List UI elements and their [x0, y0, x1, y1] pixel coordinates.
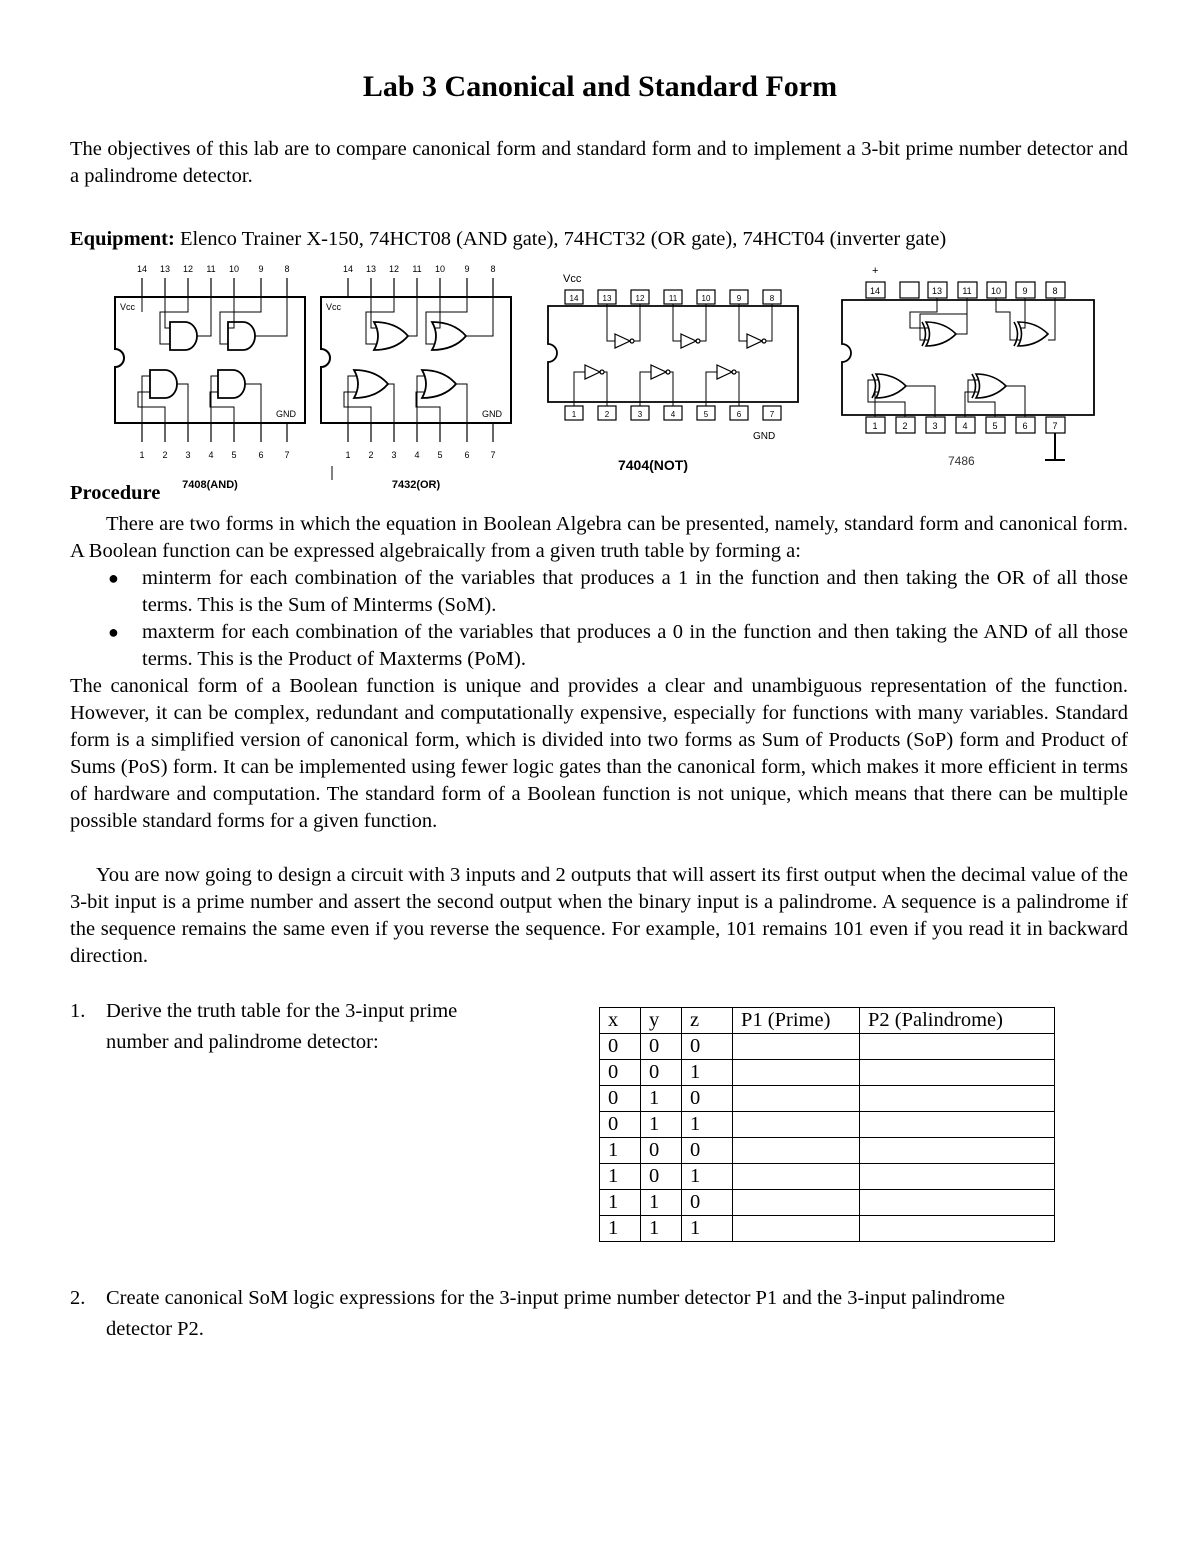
or-top-pin-label: 13	[365, 264, 377, 274]
truth-table	[599, 1007, 1055, 1242]
bullet-item	[70, 619, 1128, 673]
bullet-icon: ●	[108, 568, 119, 588]
not-bottom-pin-label: 5	[703, 410, 709, 419]
not-vcc-label: Vcc	[563, 273, 582, 285]
table-cell	[860, 1216, 1055, 1242]
table-row	[600, 1112, 1055, 1138]
not-chip-caption: 7404(NOT)	[617, 457, 689, 473]
table-cell: 0	[600, 1034, 641, 1060]
not-top-pin-label: 14	[569, 294, 579, 303]
or-top-pin-label: 10	[434, 264, 446, 274]
table-cell: 1	[600, 1216, 641, 1242]
table-cell	[860, 1190, 1055, 1216]
table-cell: 0	[682, 1190, 733, 1216]
table-cell	[733, 1060, 860, 1086]
xor-top-pin-label: 11	[962, 286, 972, 296]
table-cell	[860, 1086, 1055, 1112]
not-bottom-pin-label: 4	[670, 410, 676, 419]
not-bottom-pin-label: 6	[736, 410, 742, 419]
or-bottom-pin-label: 4	[414, 450, 420, 460]
and-top-pin-label: 9	[258, 264, 264, 274]
xor-bottom-pin-label: 7	[1052, 421, 1058, 431]
equipment-label: Equipment:	[70, 228, 175, 250]
table-cell: 0	[682, 1086, 733, 1112]
xor-top-pin-label: 10	[990, 286, 1002, 296]
or-bottom-pin-label: 3	[391, 450, 397, 460]
table-cell	[860, 1112, 1055, 1138]
table-cell: 1	[682, 1216, 733, 1242]
or-bottom-pin-label: 5	[437, 450, 443, 460]
procedure-heading: Procedure	[70, 482, 161, 504]
not-top-pin-label: 9	[736, 294, 742, 303]
and-chip-caption: 7408(AND)	[182, 479, 238, 491]
table-header-cell: z	[682, 1008, 733, 1034]
or-chip-caption: 7432(OR)	[391, 479, 441, 491]
table-header-row	[600, 1008, 1055, 1034]
and-bottom-pin-label: 3	[185, 450, 191, 460]
not-bottom-pin-label: 7	[769, 410, 775, 419]
table-cell: 0	[600, 1086, 641, 1112]
and-bottom-pin-label: 2	[162, 450, 168, 460]
not-gnd-label: GND	[753, 431, 776, 442]
and-bottom-pin-label: 6	[258, 450, 264, 460]
table-cell: 1	[641, 1086, 682, 1112]
xor-bottom-pin-label: 5	[992, 421, 998, 431]
step-item	[70, 1283, 1070, 1345]
or-chip-diagram	[321, 264, 511, 491]
step-number: 2.	[70, 1287, 86, 1309]
equipment-line	[70, 228, 946, 251]
or-bottom-pin-label: 1	[345, 450, 351, 460]
canonical-paragraph: The canonical form of a Boolean function is unique and provides a clear and unambiguous representation of the function. However, it can be complex, redundant and computationally expensive, especially for functions with many variables. Standard form is a simplified version of canonical form, which is divided into two forms as Sum of Products (SoP) form and Product of Sums (PoS) form. It can be implemented using fewer logic gates than the canonical form, which makes it more efficient in terms of hardware and computation. The standard form of a Boolean function is not unique, which means that there can be multiple possible standard forms for a given function.	[70, 675, 1128, 832]
xor-chip-diagram	[842, 265, 1094, 468]
xor-plus-label: +	[872, 265, 879, 277]
step-item	[70, 996, 520, 1058]
and-vcc-label: Vcc	[120, 302, 136, 312]
and-bottom-pin-label: 4	[208, 450, 214, 460]
table-row	[600, 1216, 1055, 1242]
table-cell: 1	[682, 1112, 733, 1138]
procedure-intro: There are two forms in which the equation in Boolean Algebra can be presented, namely, standard form and canonical form. A Boolean function can be expressed algebraically from a given truth table by forming a:	[70, 513, 1128, 562]
and-bottom-pin-label: 1	[139, 450, 145, 460]
or-top-pin-label: 14	[342, 264, 354, 274]
xor-top-pin-label: 8	[1052, 286, 1058, 296]
xor-top-pin-label: 9	[1022, 286, 1028, 296]
or-top-pin-label: 11	[412, 264, 422, 274]
table-cell: 0	[600, 1112, 641, 1138]
table-cell: 1	[641, 1112, 682, 1138]
table-cell	[860, 1164, 1055, 1190]
table-cell: 0	[682, 1034, 733, 1060]
table-cell	[860, 1060, 1055, 1086]
table-header-cell: x	[600, 1008, 641, 1034]
table-cell: 1	[641, 1216, 682, 1242]
table-cell: 0	[641, 1164, 682, 1190]
or-vcc-label: Vcc	[326, 302, 342, 312]
not-top-pin-label: 11	[668, 294, 678, 303]
equipment-text: Elenco Trainer X-150, 74HCT08 (AND gate), 74HCT32 (OR gate), 74HCT04 (inverter gate)	[174, 228, 947, 250]
and-top-pin-label: 13	[159, 264, 171, 274]
table-row	[600, 1138, 1055, 1164]
or-gnd-label: GND	[482, 409, 502, 419]
not-chip-diagram	[548, 273, 798, 473]
table-cell	[733, 1112, 860, 1138]
chip-diagrams	[100, 262, 1110, 492]
table-cell: 1	[600, 1138, 641, 1164]
table-cell	[733, 1216, 860, 1242]
and-bottom-pin-label: 5	[231, 450, 237, 460]
step-text: Create canonical SoM logic expressions for the 3-input prime number detector P1 and the 3-input palindrome detector P2.	[106, 1287, 1005, 1340]
table-cell: 1	[641, 1190, 682, 1216]
page-title: Lab 3 Canonical and Standard Form	[362, 70, 838, 103]
table-cell: 0	[682, 1138, 733, 1164]
or-top-pin-label: 12	[388, 264, 400, 274]
table-cell	[733, 1164, 860, 1190]
not-bottom-pin-label: 2	[604, 410, 610, 419]
and-bottom-pin-label: 7	[284, 450, 290, 460]
table-cell: 0	[641, 1060, 682, 1086]
table-header-cell: P1 (Prime)	[733, 1008, 860, 1034]
xor-top-pin-label: 13	[931, 286, 943, 296]
or-top-pin-label: 8	[490, 264, 496, 274]
or-bottom-pin-label: 7	[490, 450, 496, 460]
table-row	[600, 1060, 1055, 1086]
not-bottom-pin-label: 1	[571, 410, 577, 419]
table-cell	[733, 1138, 860, 1164]
or-bottom-pin-label: 6	[464, 450, 470, 460]
and-top-pin-label: 8	[284, 264, 290, 274]
design-paragraph: You are now going to design a circuit with 3 inputs and 2 outputs that will assert its first output when the decimal value of the 3-bit input is a prime number and assert the second output when the binary input is a palindrome. A sequence is a palindrome if the sequence remains the same even if you reverse the sequence. For example, 101 remains 101 even if you read it in backward direction.	[70, 864, 1128, 967]
not-top-pin-label: 10	[701, 294, 711, 303]
bullet-item	[70, 565, 1128, 619]
table-cell	[733, 1034, 860, 1060]
table-cell: 1	[600, 1164, 641, 1190]
and-top-pin-label: 12	[182, 264, 194, 274]
bullet-icon: ●	[108, 622, 119, 642]
bullet-text: maxterm for each combination of the variables that produces a 0 in the function and then taking the AND of all those terms. This is the Product of Maxterms (PoM).	[142, 621, 1128, 670]
table-row	[600, 1086, 1055, 1112]
table-row	[600, 1190, 1055, 1216]
or-top-pin-label: 9	[464, 264, 470, 274]
and-top-pin-label: 10	[228, 264, 240, 274]
xor-bottom-pin-label: 4	[962, 421, 968, 431]
step-number: 1.	[70, 1000, 86, 1022]
and-top-pin-label: 11	[206, 264, 216, 274]
and-gnd-label: GND	[276, 409, 296, 419]
table-cell: 1	[600, 1190, 641, 1216]
table-header-cell: y	[641, 1008, 682, 1034]
not-top-pin-label: 13	[602, 294, 612, 303]
table-cell: 0	[641, 1138, 682, 1164]
table-header-cell: P2 (Palindrome)	[860, 1008, 1055, 1034]
not-top-pin-label: 8	[769, 294, 775, 303]
table-cell	[733, 1086, 860, 1112]
table-row	[600, 1164, 1055, 1190]
xor-top-pin-label: 14	[869, 286, 881, 296]
and-chip-diagram	[115, 264, 305, 491]
table-row	[600, 1034, 1055, 1060]
xor-bottom-pin-label: 2	[902, 421, 908, 431]
step-text: Derive the truth table for the 3-input prime number and palindrome detector:	[106, 1000, 458, 1053]
table-cell: 1	[682, 1164, 733, 1190]
and-top-pin-label: 14	[136, 264, 148, 274]
xor-bottom-pin-label: 3	[932, 421, 938, 431]
table-cell: 1	[682, 1060, 733, 1086]
xor-bottom-pin-label: 1	[872, 421, 878, 431]
table-cell: 0	[641, 1034, 682, 1060]
table-cell: 0	[600, 1060, 641, 1086]
xor-bottom-pin-label: 6	[1022, 421, 1028, 431]
table-cell	[733, 1190, 860, 1216]
xor-chip-caption: 7486	[948, 454, 975, 468]
bullet-text: minterm for each combination of the variables that produces a 1 in the function and then taking the OR of all those terms. This is the Sum of Minterms (SoM).	[142, 567, 1128, 616]
not-top-pin-label: 12	[635, 294, 645, 303]
or-bottom-pin-label: 2	[368, 450, 374, 460]
table-cell	[860, 1034, 1055, 1060]
objectives-paragraph: The objectives of this lab are to compare canonical form and standard form and to implement a 3-bit prime number detector and a palindrome detector.	[70, 138, 1128, 187]
table-cell	[860, 1138, 1055, 1164]
not-bottom-pin-label: 3	[637, 410, 643, 419]
